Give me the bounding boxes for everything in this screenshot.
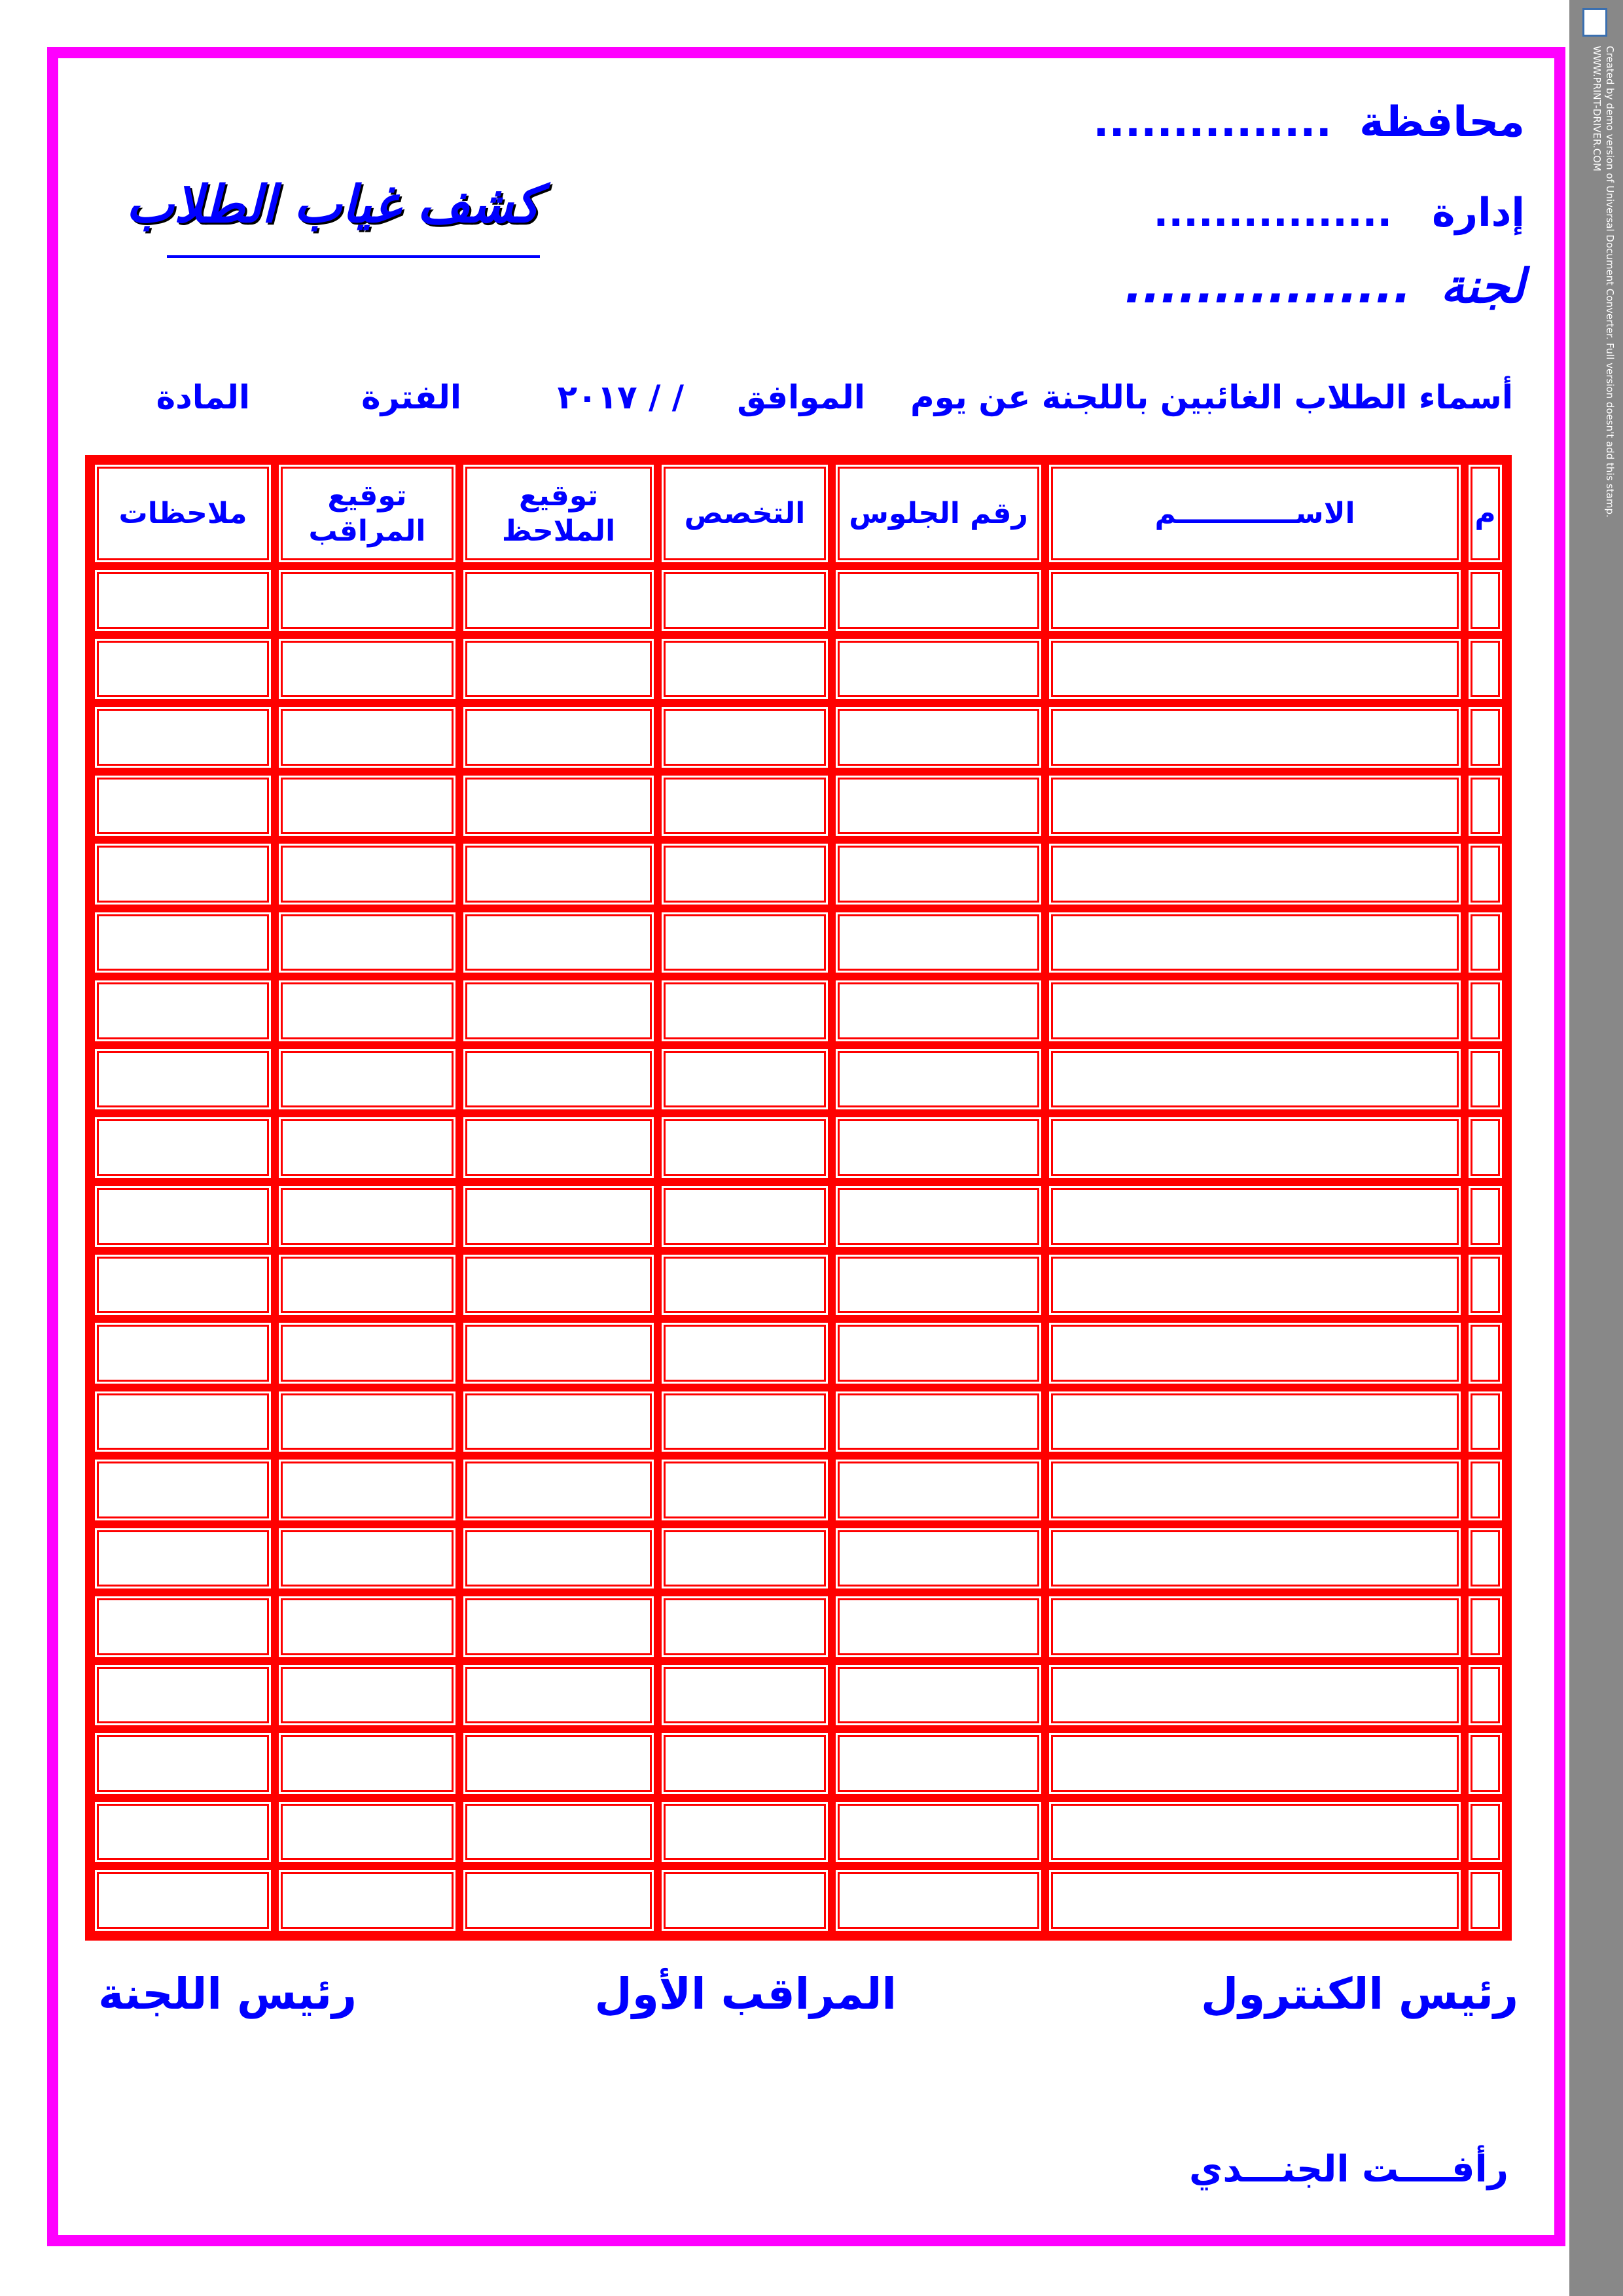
table-cell-index[interactable] <box>1467 1594 1504 1659</box>
table-cell-name[interactable] <box>1047 1800 1463 1865</box>
title-underline <box>167 255 540 258</box>
administration-label: إدارة <box>1432 190 1525 236</box>
table-cell-notes[interactable] <box>93 1047 273 1112</box>
table-cell-seat-number[interactable] <box>834 1868 1043 1933</box>
table-cell-specialization[interactable] <box>660 910 830 975</box>
table-cell-seat-number[interactable] <box>834 1253 1043 1318</box>
table-cell-specialization[interactable] <box>660 1868 830 1933</box>
table-cell-name[interactable] <box>1047 1390 1463 1454</box>
table-cell-monitor-signature[interactable] <box>277 637 457 702</box>
table-cell-notes[interactable] <box>93 978 273 1043</box>
header-observer-signature <box>461 463 656 564</box>
table-cell-name[interactable] <box>1047 1594 1463 1659</box>
table-cell-observer-signature[interactable] <box>461 1184 656 1249</box>
table-cell-seat-number[interactable] <box>834 1321 1043 1386</box>
table-cell-index[interactable] <box>1467 1526 1504 1591</box>
table-cell-seat-number[interactable] <box>834 705 1043 770</box>
table-cell-name[interactable] <box>1047 1115 1463 1180</box>
table-cell-seat-number[interactable] <box>834 1526 1043 1591</box>
table-cell-index[interactable] <box>1467 1253 1504 1318</box>
table-cell-index[interactable] <box>1467 842 1504 906</box>
table-cell-monitor-signature[interactable] <box>277 1594 457 1659</box>
header-observer-signature-line2: الملاحظ <box>501 514 616 548</box>
table-cell-monitor-signature[interactable] <box>277 1184 457 1249</box>
table-cell-specialization[interactable] <box>660 774 830 838</box>
table-cell-seat-number[interactable] <box>834 842 1043 906</box>
table-cell-specialization[interactable] <box>660 1731 830 1796</box>
table-cell-notes[interactable] <box>93 1800 273 1865</box>
table-cell-monitor-signature[interactable] <box>277 1115 457 1180</box>
table-cell-notes[interactable] <box>93 1663 273 1728</box>
table-cell-name[interactable] <box>1047 978 1463 1043</box>
table-cell-observer-signature[interactable] <box>461 1321 656 1386</box>
header-index: م <box>1467 463 1504 564</box>
table-cell-monitor-signature[interactable] <box>277 978 457 1043</box>
table-cell-observer-signature[interactable] <box>461 1458 656 1522</box>
table-cell-observer-signature[interactable] <box>461 842 656 906</box>
table-cell-monitor-signature[interactable] <box>277 1731 457 1796</box>
table-cell-specialization[interactable] <box>660 637 830 702</box>
table-cell-index[interactable] <box>1467 1390 1504 1454</box>
signature-control-head: رئيس الكنترول <box>1200 1969 1518 2019</box>
table-cell-index[interactable] <box>1467 705 1504 770</box>
table-cell-index[interactable] <box>1467 1663 1504 1728</box>
stamp-line2: WWW.PRINT-DRIVER.COM <box>1591 46 1603 171</box>
table-cell-seat-number[interactable] <box>834 1663 1043 1728</box>
table-cell-observer-signature[interactable] <box>461 1115 656 1180</box>
committee-dots: ................ <box>1124 259 1412 314</box>
table-cell-observer-signature[interactable] <box>461 705 656 770</box>
signature-first-monitor: المراقب الأول <box>594 1969 897 2019</box>
table-cell-monitor-signature[interactable] <box>277 1868 457 1933</box>
table-cell-index[interactable] <box>1467 1115 1504 1180</box>
table-cell-observer-signature[interactable] <box>461 1800 656 1865</box>
table-cell-notes[interactable] <box>93 910 273 975</box>
table-cell-monitor-signature[interactable] <box>277 1321 457 1386</box>
author-name: رأفــــت الجنـــدي <box>1189 2148 1508 2191</box>
table-cell-notes[interactable] <box>93 774 273 838</box>
date-label: الموافق <box>737 378 865 416</box>
table-cell-name[interactable] <box>1047 637 1463 702</box>
table-cell-observer-signature[interactable] <box>461 978 656 1043</box>
table-cell-name[interactable] <box>1047 1253 1463 1318</box>
table-cell-specialization[interactable] <box>660 705 830 770</box>
table-cell-seat-number[interactable] <box>834 1731 1043 1796</box>
table-cell-seat-number[interactable] <box>834 1458 1043 1522</box>
table-cell-name[interactable] <box>1047 842 1463 906</box>
table-cell-notes[interactable] <box>93 568 273 633</box>
governorate-dots: ............... <box>1093 98 1332 147</box>
page-title: كشف غياب الطلاب <box>126 175 540 234</box>
table-cell-name[interactable] <box>1047 1184 1463 1249</box>
table-cell-notes[interactable] <box>93 1458 273 1522</box>
table-cell-observer-signature[interactable] <box>461 1390 656 1454</box>
table-cell-seat-number[interactable] <box>834 978 1043 1043</box>
table-cell-index[interactable] <box>1467 568 1504 633</box>
table-cell-monitor-signature[interactable] <box>277 568 457 633</box>
table-cell-monitor-signature[interactable] <box>277 842 457 906</box>
table-cell-observer-signature[interactable] <box>461 1253 656 1318</box>
table-cell-index[interactable] <box>1467 1184 1504 1249</box>
table-cell-seat-number[interactable] <box>834 1594 1043 1659</box>
table-cell-name[interactable] <box>1047 910 1463 975</box>
table-cell-seat-number[interactable] <box>834 1390 1043 1454</box>
table-cell-seat-number[interactable] <box>834 1800 1043 1865</box>
date-value: / / ٢٠١٧ <box>557 378 684 416</box>
table-cell-notes[interactable] <box>93 637 273 702</box>
table-cell-index[interactable] <box>1467 1458 1504 1522</box>
table-cell-monitor-signature[interactable] <box>277 910 457 975</box>
table-cell-seat-number[interactable] <box>834 774 1043 838</box>
table-cell-index[interactable] <box>1467 1047 1504 1112</box>
administration-line <box>1154 190 1525 236</box>
table-cell-specialization[interactable] <box>660 978 830 1043</box>
table-cell-notes[interactable] <box>93 1526 273 1591</box>
converter-stamp-text <box>1590 46 1616 518</box>
table-cell-seat-number[interactable] <box>834 1115 1043 1180</box>
table-cell-specialization[interactable] <box>660 1115 830 1180</box>
table-cell-notes[interactable] <box>93 1184 273 1249</box>
table-cell-observer-signature[interactable] <box>461 774 656 838</box>
header-specialization: التخصص <box>660 463 830 564</box>
table-cell-observer-signature[interactable] <box>461 1047 656 1112</box>
table-cell-observer-signature[interactable] <box>461 568 656 633</box>
header-monitor-signature <box>277 463 457 564</box>
table-cell-monitor-signature[interactable] <box>277 1800 457 1865</box>
committee-line <box>1125 259 1525 314</box>
table-cell-specialization[interactable] <box>660 1253 830 1318</box>
table-cell-name[interactable] <box>1047 568 1463 633</box>
converter-logo-icon <box>1582 8 1607 37</box>
table-cell-monitor-signature[interactable] <box>277 1526 457 1591</box>
table-cell-index[interactable] <box>1467 774 1504 838</box>
table-cell-name[interactable] <box>1047 1321 1463 1386</box>
table-cell-specialization[interactable] <box>660 1047 830 1112</box>
header-notes: ملاحظات <box>93 463 273 564</box>
table-cell-monitor-signature[interactable] <box>277 1047 457 1112</box>
table-cell-seat-number[interactable] <box>834 1047 1043 1112</box>
table-cell-observer-signature[interactable] <box>461 1526 656 1591</box>
table-cell-name[interactable] <box>1047 1047 1463 1112</box>
table-cell-specialization[interactable] <box>660 1800 830 1865</box>
period-label: الفترة <box>361 378 461 416</box>
table-cell-monitor-signature[interactable] <box>277 1458 457 1522</box>
table-cell-name[interactable] <box>1047 705 1463 770</box>
table-cell-notes[interactable] <box>93 842 273 906</box>
header-monitor-signature-line1: توقيع <box>327 478 407 512</box>
signature-committee-head: رئيس اللجنة <box>98 1969 357 2019</box>
table-cell-observer-signature[interactable] <box>461 910 656 975</box>
table-cell-specialization[interactable] <box>660 1458 830 1522</box>
table-cell-monitor-signature[interactable] <box>277 1253 457 1318</box>
table-cell-specialization[interactable] <box>660 842 830 906</box>
table-cell-specialization[interactable] <box>660 1184 830 1249</box>
table-cell-monitor-signature[interactable] <box>277 1390 457 1454</box>
table-cell-index[interactable] <box>1467 1321 1504 1386</box>
header-observer-signature-line1: توقيع <box>519 478 598 512</box>
header-seat-number: رقم الجلوس <box>834 463 1043 564</box>
committee-label: لجنة <box>1440 259 1525 314</box>
table-cell-specialization[interactable] <box>660 1663 830 1728</box>
table-cell-name[interactable] <box>1047 1868 1463 1933</box>
table-cell-index[interactable] <box>1467 637 1504 702</box>
table-cell-name[interactable] <box>1047 1526 1463 1591</box>
table-cell-notes[interactable] <box>93 1868 273 1933</box>
table-cell-monitor-signature[interactable] <box>277 774 457 838</box>
table-cell-notes[interactable] <box>93 1253 273 1318</box>
table-cell-notes[interactable] <box>93 705 273 770</box>
stamp-line1: Created by demo version of Universal Document Converter. Full version doesn't add this stamp. <box>1604 46 1616 518</box>
table-cell-notes[interactable] <box>93 1594 273 1659</box>
table-cell-name[interactable] <box>1047 1663 1463 1728</box>
table-cell-specialization[interactable] <box>660 568 830 633</box>
table-cell-name[interactable] <box>1047 1731 1463 1796</box>
table-cell-seat-number[interactable] <box>834 910 1043 975</box>
table-cell-monitor-signature[interactable] <box>277 1663 457 1728</box>
table-cell-observer-signature[interactable] <box>461 1731 656 1796</box>
table-cell-observer-signature[interactable] <box>461 1594 656 1659</box>
table-cell-seat-number[interactable] <box>834 1184 1043 1249</box>
table-cell-notes[interactable] <box>93 1115 273 1180</box>
absence-description: أسماء الطلاب الغائبين باللجنة عن يوم <box>910 378 1513 416</box>
table-cell-notes[interactable] <box>93 1321 273 1386</box>
table-cell-index[interactable] <box>1467 978 1504 1043</box>
table-cell-index[interactable] <box>1467 1731 1504 1796</box>
table-cell-notes[interactable] <box>93 1731 273 1796</box>
table-cell-specialization[interactable] <box>660 1526 830 1591</box>
table-cell-specialization[interactable] <box>660 1321 830 1386</box>
administration-dots: ................ <box>1153 190 1393 236</box>
table-cell-index[interactable] <box>1467 1800 1504 1865</box>
header-name: الاســــــــــــم <box>1047 463 1463 564</box>
table-cell-index[interactable] <box>1467 1868 1504 1933</box>
table-cell-specialization[interactable] <box>660 1390 830 1454</box>
header-monitor-signature-line2: المراقب <box>308 514 426 548</box>
table-cell-specialization[interactable] <box>660 1594 830 1659</box>
governorate-line <box>1093 98 1525 147</box>
table-cell-monitor-signature[interactable] <box>277 705 457 770</box>
table-cell-observer-signature[interactable] <box>461 1868 656 1933</box>
subject-label: المادة <box>156 378 250 416</box>
table-cell-seat-number[interactable] <box>834 637 1043 702</box>
table-cell-notes[interactable] <box>93 1390 273 1454</box>
governorate-label: محافظة <box>1359 98 1525 147</box>
table-cell-observer-signature[interactable] <box>461 1663 656 1728</box>
table-cell-name[interactable] <box>1047 1458 1463 1522</box>
absence-table <box>85 455 1512 1941</box>
table-cell-seat-number[interactable] <box>834 568 1043 633</box>
table-cell-index[interactable] <box>1467 910 1504 975</box>
table-cell-name[interactable] <box>1047 774 1463 838</box>
table-cell-observer-signature[interactable] <box>461 637 656 702</box>
